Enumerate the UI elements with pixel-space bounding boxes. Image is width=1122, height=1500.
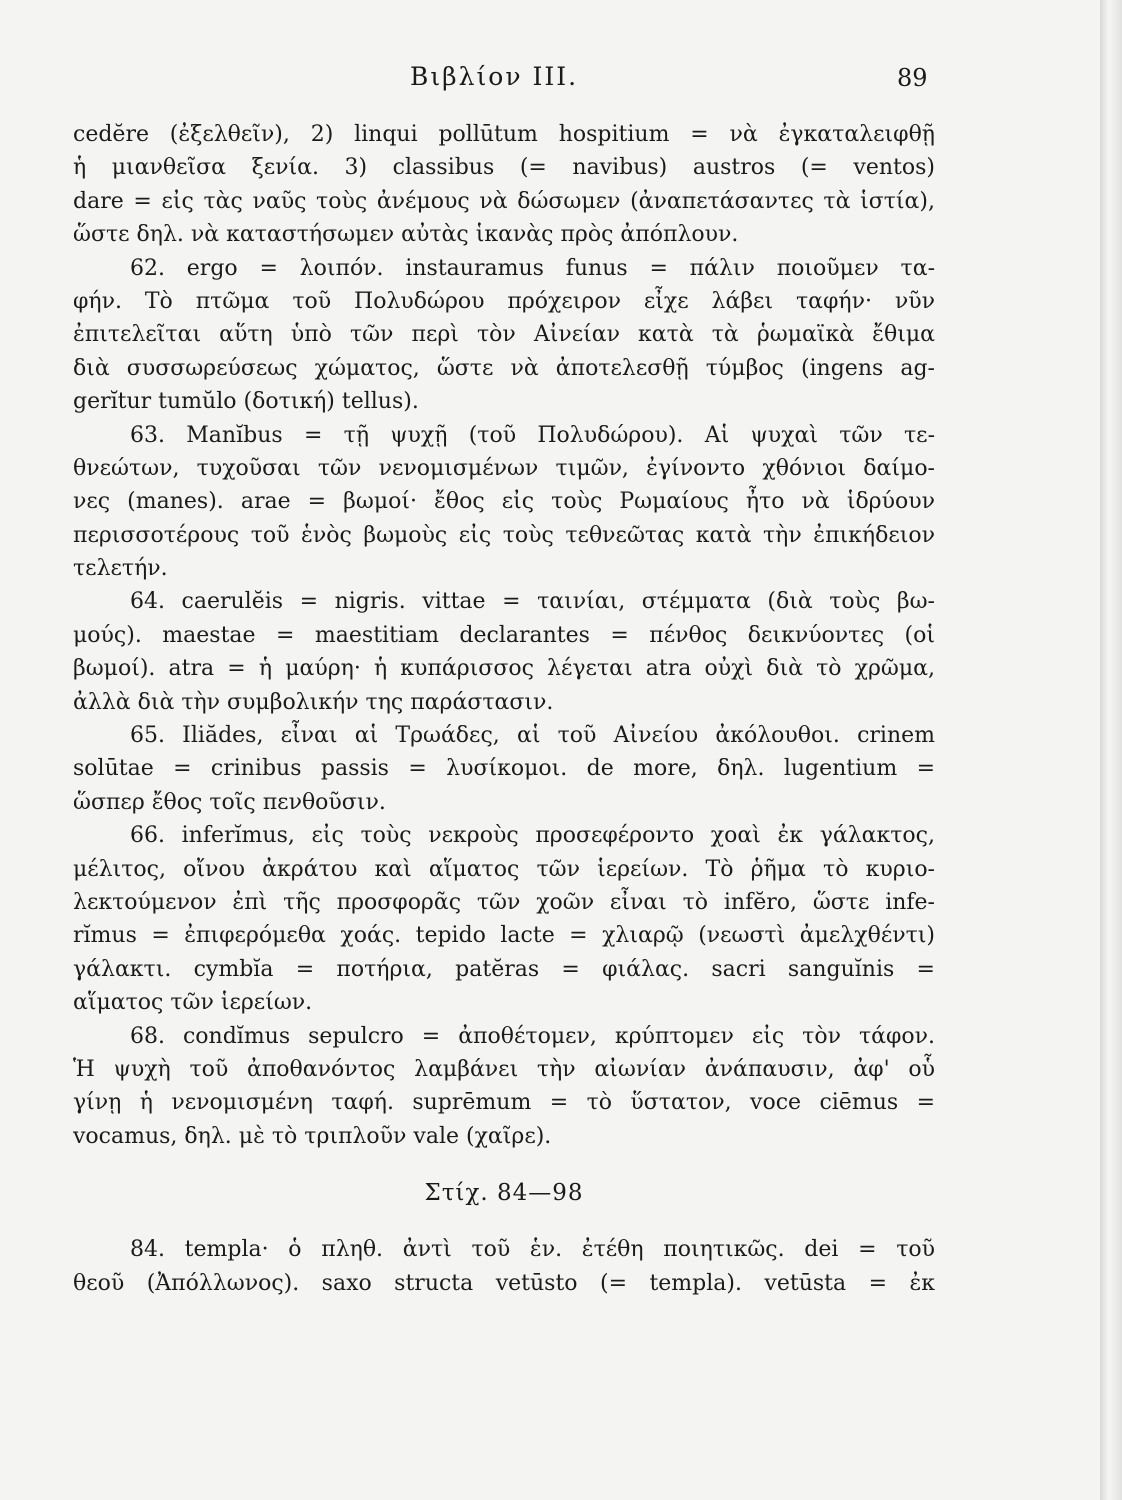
text-line: ἐπιτελεῖται αὕτη ὑπὸ τῶν περὶ τὸν Αἰνείαν κατὰ τὰ ῥωμαϊκὰ ἔθιμα [73, 322, 935, 348]
text-line: Ἡ ψυχὴ τοῦ ἀποθανόντος λαμβάνει τὴν αἰωνίαν ἀνάπαυσιν, ἀφ' οὗ [73, 1056, 935, 1082]
text-line: τελετήν. [73, 556, 168, 582]
text-line: ὥσπερ ἔθος τοῖς πενθοῦσιν. [73, 789, 386, 815]
page-header [0, 62, 1100, 102]
page-number: 89 [897, 64, 928, 92]
text-line: βωμοί). atra = ἡ μαύρη· ἡ κυπάρισσος λέγεται atra οὐχὶ διὰ τὸ χρῶμα, [73, 656, 935, 682]
text-line: λεκτούμενον ἐπὶ τῆς προσφορᾶς τῶν χοῶν εἶναι τὸ infĕro, ὥστε infe- [73, 889, 935, 915]
section-heading: Στίχ. 84—98 [424, 1180, 584, 1207]
page-edge [1100, 0, 1122, 1500]
text-line: γίνῃ ἡ νενομισμένη ταφή. suprēmum = τὸ ὕστατον, voce ciēmus = [73, 1090, 935, 1116]
text-line: διὰ συσσωρεύσεως χώματος, ὥστε νὰ ἀποτελεσθῇ τύμβος (ingens ag- [73, 355, 935, 381]
text-line: νες (manes). arae = βωμοί· ἔθος εἰς τοὺς Ρωμαίους ἦτο νὰ ἱδρύουν [73, 489, 935, 515]
note-64-line: 64. caerulĕis = nigris. vittae = ταινίαι, στέμματα (διὰ τοὺς βω- [130, 589, 935, 615]
text-line: ὥστε δηλ. νὰ καταστήσωμεν αὐτὰς ἱκανὰς πρὸς ἀπόπλουν. [73, 222, 739, 248]
text-line: αἵματος τῶν ἱερείων. [73, 990, 313, 1016]
text-line: μούς). maestae = maestitiam declarantes = πένθος δεικνύοντες (οἱ [73, 622, 935, 648]
text-line: θεοῦ (Ἀπόλλωνος). saxo structa vetūsto (= templa). vetūsta = ἐκ [73, 1270, 935, 1296]
text-line: gerĭtur tumŭlo (δοτική) tellus). [73, 389, 419, 415]
note-65-line: 65. Iliădes, εἶναι αἱ Τρωάδες, αἱ τοῦ Αἰνείου ἀκόλουθοι. crinem [130, 723, 935, 749]
text-line: rĭmus = ἐπιφερόμεθα χοάς. tepido lacte = χλιαρῷ (νεωστὶ ἀμελχθέντι) [73, 923, 935, 949]
note-63-line: 63. Manĭbus = τῇ ψυχῇ (τοῦ Πολυδώρου). Αἱ ψυχαὶ τῶν τε- [130, 422, 935, 448]
text-line: dare = εἰς τὰς ναῦς τοὺς ἀνέμους νὰ δώσωμεν (ἀναπετάσαντες τὰ ἱστία), [73, 188, 935, 214]
note-66-line: 66. inferĭmus, εἰς τοὺς νεκροὺς προσεφέροντο χοαὶ ἐκ γάλακτος, [130, 823, 935, 849]
text-line: solūtae = crinibus passis = λυσίκομοι. de more, δηλ. lugentium = [73, 756, 935, 782]
text-line: θνεώτων, τυχοῦσαι τῶν νενομισμένων τιμῶν, ἐγίνοντο χθόνιοι δαίμο- [73, 455, 935, 481]
note-68-line: 68. condĭmus sepulcro = ἀποθέτομεν, κρύπτομεν εἰς τὸν τάφον. [130, 1023, 935, 1049]
text-line: φήν. Τὸ πτῶμα τοῦ Πολυδώρου πρόχειρον εἶχε λάβει ταφήν· νῦν [73, 288, 935, 314]
text-line: περισσοτέρους τοῦ ἑνὸς βωμοὺς εἰς τοὺς τεθνεῶτας κατὰ τὴν ἐπικήδειον [73, 522, 935, 548]
text-line: μέλιτος, οἴνου ἀκράτου καὶ αἵματος τῶν ἱερείων. Τὸ ῥῆμα τὸ κυριο- [73, 856, 935, 882]
text-line: γάλακτι. cymbĭa = ποτήρια, patĕras = φιάλας. sacri sanguĭnis = [73, 956, 935, 982]
running-title: Βιβλίον III. [410, 62, 579, 91]
text-line: cedĕre (ἐξελθεῖν), 2) linqui pollūtum hospitium = νὰ ἐγκαταλειφθῇ [73, 122, 935, 147]
note-84-line: 84. templa· ὁ πληθ. ἀντὶ τοῦ ἑν. ἐτέθη ποιητικῶς. dei = τοῦ [130, 1237, 935, 1263]
note-62-line: 62. ergo = λοιπόν. instauramus funus = πάλιν ποιοῦμεν τα- [130, 255, 935, 281]
commentary-text [73, 118, 935, 1300]
text-line: ἀλλὰ διὰ τὴν συμβολικήν της παράστασιν. [73, 689, 554, 715]
text-line: ἡ μιανθεῖσα ξενία. 3) classibus (= navibus) austros (= ventos) [73, 155, 935, 181]
text-line: vocamus, δηλ. μὲ τὸ τριπλοῦν vale (χαῖρε). [73, 1123, 552, 1149]
